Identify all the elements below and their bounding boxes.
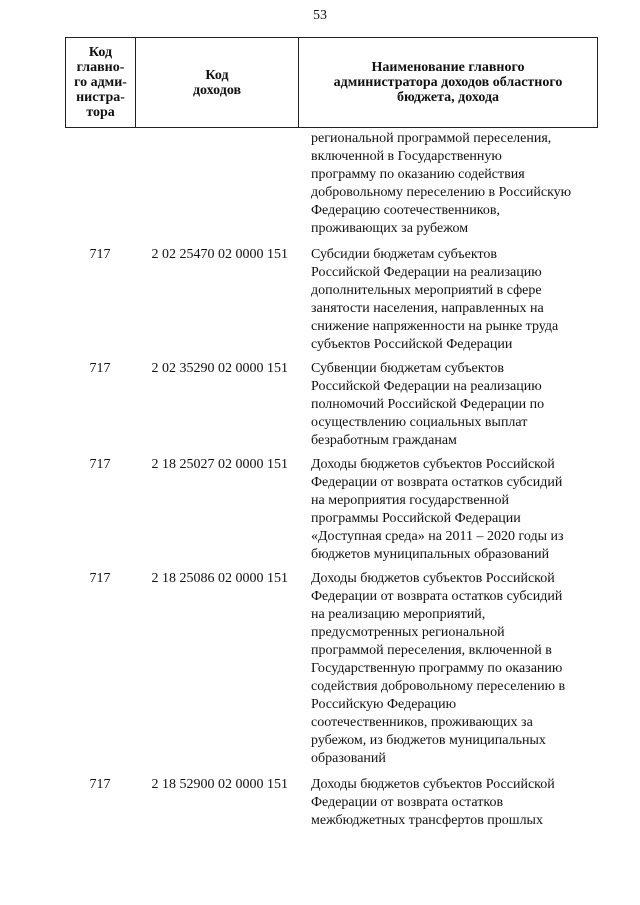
table-header	[65, 37, 598, 128]
admin-code-cell	[65, 130, 135, 238]
admin-code-cell: 717	[89, 361, 111, 376]
header-name: Наименование главного администратора доходов областного бюджета, дохода	[333, 60, 563, 105]
income-code-cell: 2 18 25027 02 0000 151	[151, 457, 288, 472]
header-admin-code: Код главно- го адми- нистра- тора	[66, 38, 136, 127]
income-name-cell: Доходы бюджетов субъектов Российской Федерации от возврата остатков субсидий на реализацию мероприятий, предусмотренных региональной программой переселения, включенной в Государственную программу по оказанию содействия добровольному переселению в Российскую Федерацию соотечественников, проживающих за рубежом, из бюджетов муниципальных образований	[311, 571, 566, 766]
income-code-cell: 2 02 25470 02 0000 151	[151, 247, 288, 262]
table-row	[65, 246, 598, 354]
income-code-cell	[135, 130, 298, 238]
page-number: 53	[313, 8, 327, 23]
income-name-cell: Субвенции бюджетам субъектов Российской Федерации на реализацию полномочий Российской Федерации по осуществлению социальных выплат безработным гражданам	[311, 361, 545, 448]
income-code-cell: 2 18 52900 02 0000 151	[151, 777, 288, 792]
admin-code-cell: 717	[89, 777, 111, 792]
income-name-cell: Доходы бюджетов субъектов Российской Федерации от возврата остатков межбюджетных трансфертов прошлых	[311, 777, 555, 828]
table-row	[65, 130, 598, 238]
header-income-code: Код доходов	[136, 38, 299, 127]
income-code-cell: 2 02 35290 02 0000 151	[151, 361, 288, 376]
income-table	[65, 128, 598, 830]
income-name-cell: Доходы бюджетов субъектов Российской Федерации от возврата остатков субсидий на мероприятия государственной программы Российской Федерации «Доступная среда» на 2011 – 2020 годы из бюджетов муниципальных образований	[311, 457, 564, 562]
admin-code-cell: 717	[89, 457, 111, 472]
table-row	[65, 776, 598, 830]
income-name-cell: региональной программой переселения, включенной в Государственную программу по оказанию содействия добровольному переселению в Российскую Федерацию соотечественников, проживающих за рубежом	[311, 131, 572, 236]
income-code-cell: 2 18 25086 02 0000 151	[151, 571, 288, 586]
income-name-cell: Субсидии бюджетам субъектов Российской Федерации на реализацию дополнительных мероприятий в сфере занятости населения, направленных на снижение напряженности на рынке труда субъектов Российской Федерации	[311, 247, 559, 352]
admin-code-cell: 717	[89, 571, 111, 586]
table-row	[65, 456, 598, 564]
table-row	[65, 570, 598, 768]
table-row	[65, 360, 598, 450]
admin-code-cell: 717	[89, 247, 111, 262]
